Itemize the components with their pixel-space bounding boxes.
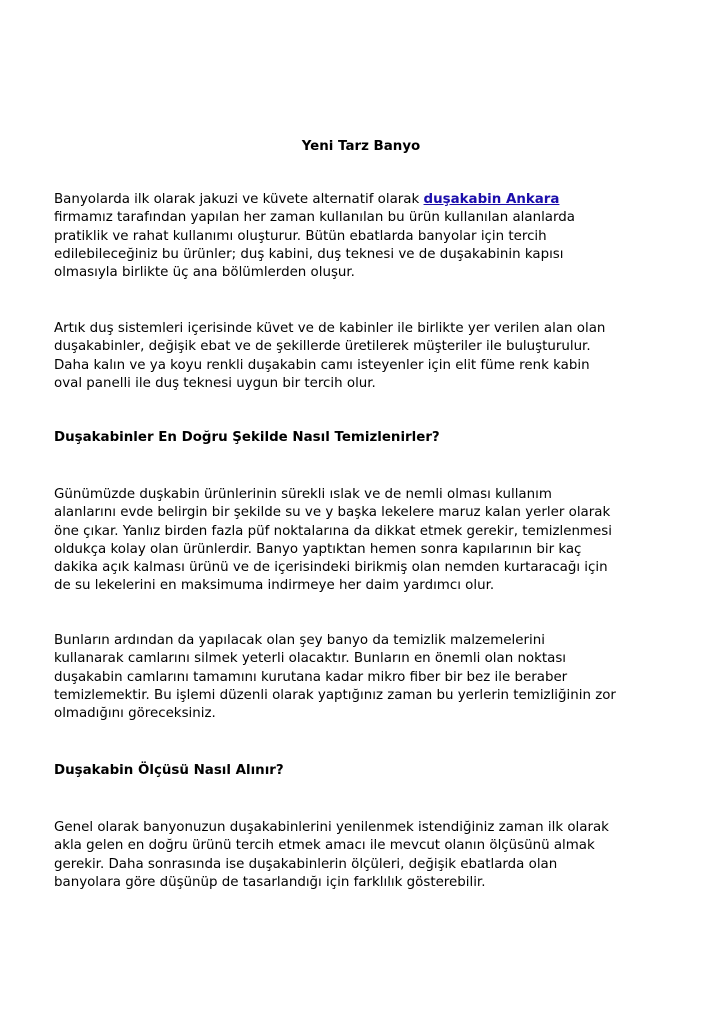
paragraph-line: kullanarak camlarını silmek yeterli olacaktır. Bunların en önemli olan noktası: [54, 651, 567, 667]
paragraph-line: dakika açık kalması ürünü ve de içerisindeki birikmiş olan nemden kurtaracağı için: [54, 560, 608, 576]
paragraph-line: Artık duş sistemleri içerisinde küvet ve de kabinler ile birlikte yer verilen alan olan: [54, 321, 606, 336]
paragraph-line: olmadığını göreceksiniz.: [54, 706, 216, 722]
paragraph-glass-cleaning: [54, 632, 674, 723]
paragraph-line: [54, 191, 674, 209]
paragraph-line: öne çıkar. Yanlız birden fazla püf noktalarına da dikkat etmek gerekir, temizlenmesi: [54, 523, 612, 539]
paragraph-line: edilebileceğiniz bu ürünler; duş kabini, duş teknesi ve de duşakabinin kapısı: [54, 246, 564, 262]
paragraph-intro: [54, 191, 674, 282]
paragraph-cleaning: [54, 486, 674, 596]
paragraph-line: firmamız tarafından yapılan her zaman kullanılan bu ürün kullanılan alanlarda: [54, 210, 575, 226]
section-heading-measurement: Duşakabin Ölçüsü Nasıl Alınır?: [54, 763, 284, 778]
paragraph-line: banyolara göre düşünüp de tasarlandığı için farklılık gösterebilir.: [54, 874, 486, 890]
paragraph-line: Bunların ardından da yapılacak olan şey banyo da temizlik malzemelerini: [54, 633, 545, 648]
paragraph-measurement: [54, 819, 674, 892]
paragraph-line: alanlarını evde belirgin bir şekilde su ve y başka lekelere maruz kalan yerler olarak: [54, 505, 611, 521]
paragraph-line: Daha kalın ve ya koyu renkli duşakabin camı isteyenler için elit füme renk kabin: [54, 357, 590, 373]
dusakabin-ankara-link[interactable]: duşakabin Ankara: [423, 192, 560, 207]
paragraph-line: gerekir. Daha sonrasında ise duşakabinlerin ölçüleri, değişik ebatlarda olan: [54, 856, 558, 872]
paragraph-line: Genel olarak banyonuzun duşakabinlerini yenilenmek istendiğiniz zaman ilk olarak: [54, 820, 609, 835]
paragraph-line: pratiklik ve rahat kullanımı oluşturur. Bütün ebatlarda banyolar için tercih: [54, 228, 547, 244]
paragraph-line: duşakabin camlarını tamamını kurutana kadar mikro fiber bir bez ile beraber: [54, 669, 568, 685]
section-heading-cleaning: Duşakabinler En Doğru Şekilde Nasıl Temizlenirler?: [54, 430, 440, 445]
paragraph-line-text: Banyolarda ilk olarak jakuzi ve küvete alternatif olarak: [54, 192, 424, 207]
paragraph-line: olmasıyla birlikte üç ana bölümlerden oluşur.: [54, 265, 355, 281]
paragraph-line: oldukça kolay olan ürünlerdir. Banyo yaptıktan hemen sonra kapılarının bir kaç: [54, 541, 582, 557]
paragraph-line: temizlemektir. Bu işlemi düzenli olarak yaptığınız zaman bu yerlerin temizliğinin zor: [54, 687, 616, 703]
paragraph-shower-systems: [54, 320, 674, 393]
page-title: Yeni Tarz Banyo: [301, 139, 421, 154]
paragraph-line: akla gelen en doğru ürünü tercih etmek amacı ile mevcut olanın ölçüsünü almak: [54, 838, 595, 854]
paragraph-line: duşakabinler, değişik ebat ve de şekillerde üretilerek müşteriler ile buluşturulur.: [54, 339, 591, 355]
paragraph-line: oval panelli ile duş teknesi uygun bir tercih olur.: [54, 375, 376, 391]
paragraph-line: de su lekelerini en maksimuma indirmeye her daim yardımcı olur.: [54, 578, 495, 594]
paragraph-line: Günümüzde duşkabin ürünlerinin sürekli ıslak ve de nemli olması kullanım: [54, 487, 552, 502]
